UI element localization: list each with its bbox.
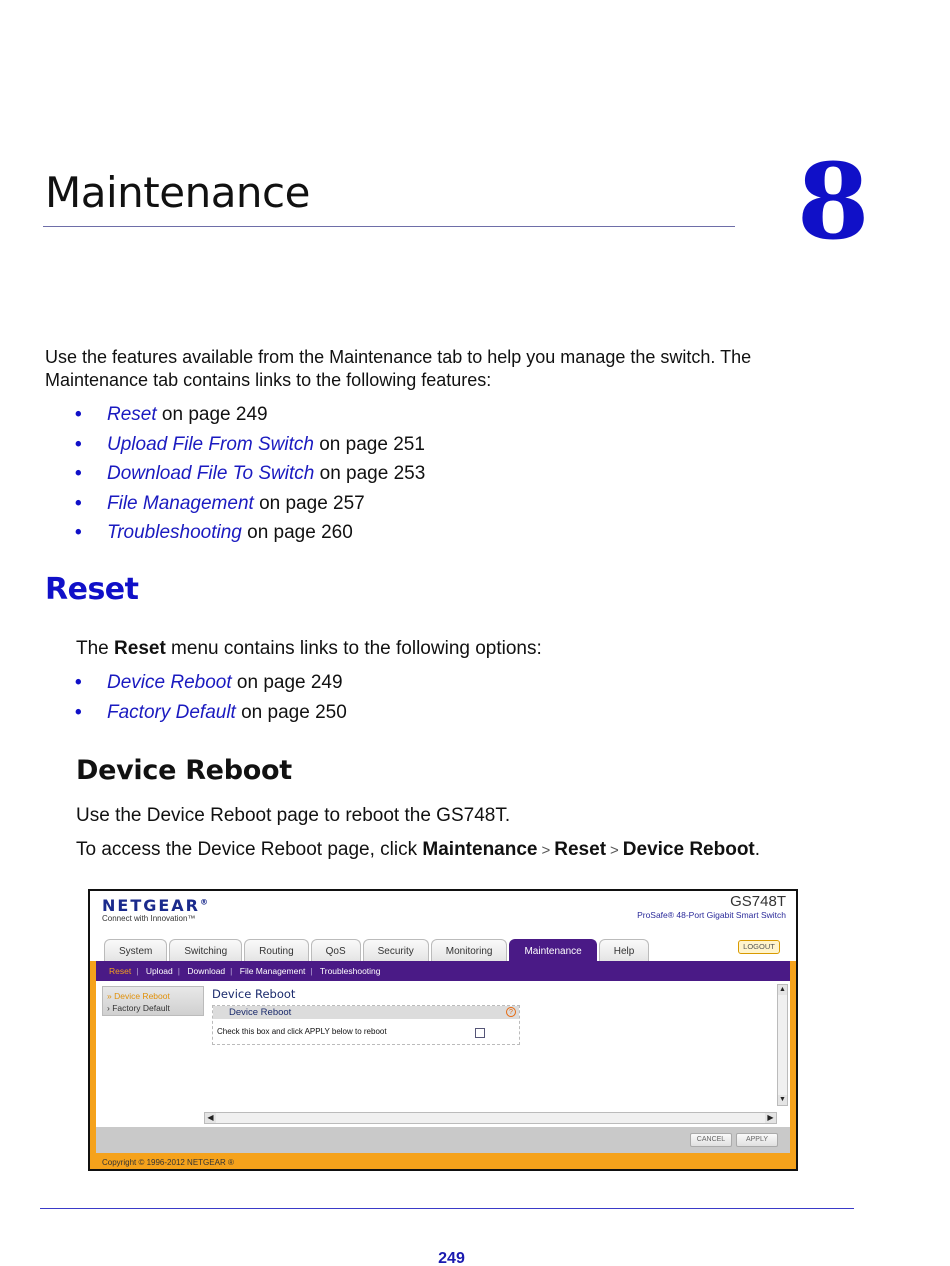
link-troubleshooting[interactable]: Troubleshooting bbox=[107, 522, 242, 544]
tab-routing[interactable]: Routing bbox=[244, 939, 308, 961]
reboot-checkbox[interactable] bbox=[475, 1028, 485, 1038]
tab-switching[interactable]: Switching bbox=[169, 939, 242, 961]
list-item: • Troubleshooting on page 260 bbox=[75, 522, 353, 544]
content-area bbox=[96, 981, 790, 1147]
reset-list bbox=[75, 671, 347, 730]
screenshot-header bbox=[90, 891, 796, 961]
tagline: Connect with Innovation™ bbox=[102, 914, 196, 923]
scroll-up-icon[interactable]: ▲ bbox=[779, 986, 786, 993]
copyright: Copyright © 1996-2012 NETGEAR ® bbox=[102, 1158, 234, 1167]
main-tabs bbox=[104, 939, 651, 961]
list-item: • Device Reboot on page 249 bbox=[75, 672, 343, 693]
intro-paragraph: Use the features available from the Maintenance tab to help you manage the switch. The Maintenance tab contains links to the following features: bbox=[45, 347, 752, 390]
access-path-paragraph: To access the Device Reboot page, click Maintenance > Reset > Device Reboot. bbox=[76, 839, 761, 860]
chapter-number: 8 bbox=[797, 140, 870, 263]
vertical-scrollbar[interactable] bbox=[777, 984, 788, 1106]
list-item: • Reset on page 249 bbox=[75, 404, 268, 425]
list-item: • Download File To Switch on page 253 bbox=[75, 463, 426, 485]
subnav-upload[interactable]: Upload bbox=[145, 966, 173, 976]
reset-heading: Reset bbox=[45, 572, 139, 607]
apply-button[interactable]: APPLY bbox=[736, 1133, 778, 1147]
subnav-troubleshooting[interactable]: Troubleshooting bbox=[319, 966, 381, 976]
link-reset[interactable]: Reset bbox=[107, 404, 157, 425]
tab-help[interactable]: Help bbox=[599, 939, 650, 961]
chapter-title: Maintenance bbox=[45, 168, 310, 217]
model-description: ProSafe® 48-Port Gigabit Smart Switch bbox=[637, 910, 786, 920]
leftnav-factory-default[interactable]: › Factory Default bbox=[107, 1003, 170, 1013]
reboot-row: Check this box and click APPLY below to reboot bbox=[213, 1019, 519, 1036]
link-factory-default[interactable]: Factory Default bbox=[107, 701, 236, 723]
sub-navigation: Reset | Upload | Download | File Management | Troubleshooting bbox=[96, 961, 790, 981]
help-icon[interactable]: ? bbox=[506, 1007, 516, 1017]
scroll-right-icon[interactable]: ▶ bbox=[765, 1113, 776, 1123]
left-navigation bbox=[102, 986, 204, 1016]
cancel-button[interactable]: CANCEL bbox=[690, 1133, 732, 1147]
link-download-file[interactable]: Download File To Switch bbox=[107, 463, 315, 485]
reset-paragraph: The Reset menu contains links to the following options: bbox=[76, 638, 542, 659]
device-reboot-screenshot bbox=[88, 889, 798, 1171]
tab-monitoring[interactable]: Monitoring bbox=[431, 939, 508, 961]
device-reboot-paragraph: Use the Device Reboot page to reboot the GS748T. bbox=[76, 805, 511, 826]
scroll-left-icon[interactable]: ◀ bbox=[205, 1113, 216, 1123]
subnav-file-management[interactable]: File Management bbox=[239, 966, 306, 976]
panel-header: Device Reboot ? bbox=[213, 1006, 519, 1019]
link-upload-file[interactable]: Upload File From Switch bbox=[107, 433, 314, 455]
logout-button[interactable]: LOGOUT bbox=[738, 940, 780, 954]
chapter-rule bbox=[43, 226, 735, 227]
footer-rule bbox=[40, 1208, 854, 1209]
tab-maintenance[interactable]: Maintenance bbox=[509, 939, 596, 961]
scroll-down-icon[interactable]: ▼ bbox=[779, 1096, 786, 1103]
feature-list bbox=[75, 403, 425, 551]
tab-system[interactable]: System bbox=[104, 939, 167, 961]
model-name: GS748T bbox=[730, 893, 786, 910]
page-heading: Device Reboot bbox=[212, 987, 296, 1001]
horizontal-scrollbar[interactable] bbox=[204, 1112, 777, 1124]
tab-security[interactable]: Security bbox=[363, 939, 429, 961]
link-file-management[interactable]: File Management bbox=[107, 492, 254, 514]
page-number: 249 bbox=[438, 1250, 465, 1266]
device-reboot-panel bbox=[212, 1005, 520, 1045]
list-item: • File Management on page 257 bbox=[75, 492, 365, 514]
leftnav-device-reboot[interactable]: » Device Reboot bbox=[107, 991, 170, 1001]
list-item: • Factory Default on page 250 bbox=[75, 701, 347, 723]
device-reboot-heading: Device Reboot bbox=[76, 755, 292, 786]
link-device-reboot[interactable]: Device Reboot bbox=[107, 672, 232, 693]
list-item: • Upload File From Switch on page 251 bbox=[75, 433, 425, 455]
netgear-logo: NETGEAR® bbox=[102, 896, 210, 915]
tab-qos[interactable]: QoS bbox=[311, 939, 361, 961]
subnav-download[interactable]: Download bbox=[187, 966, 226, 976]
button-bar bbox=[96, 1127, 790, 1153]
subnav-reset[interactable]: Reset bbox=[109, 966, 132, 976]
